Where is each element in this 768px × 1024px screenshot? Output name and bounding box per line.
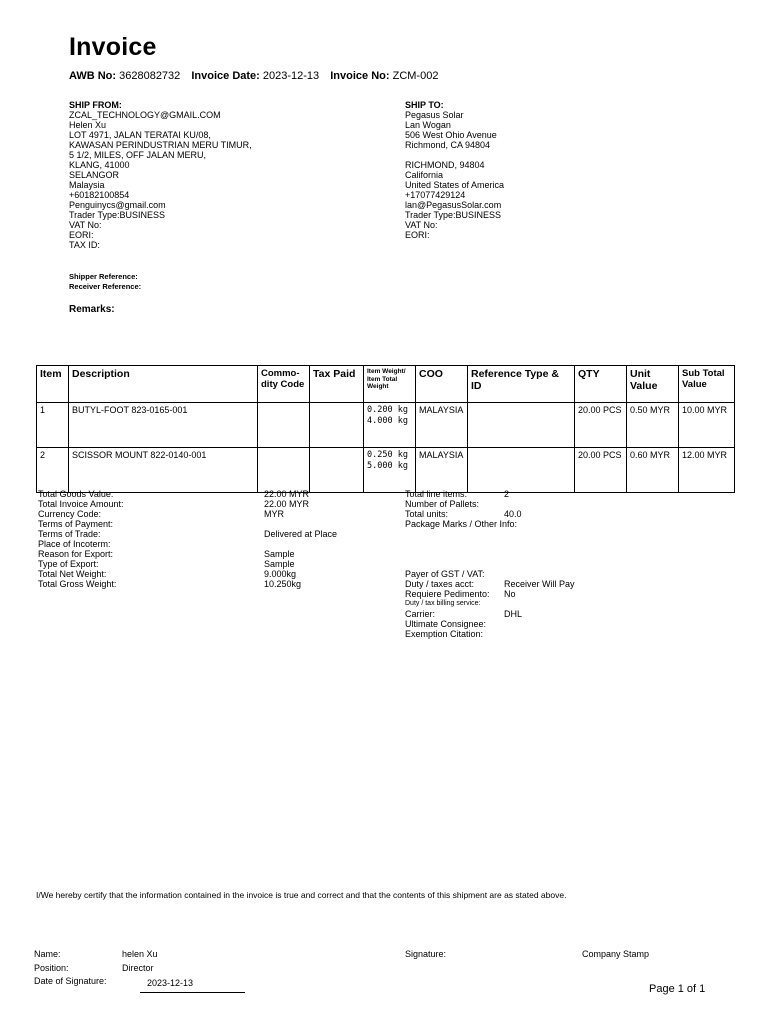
col-header-tax: Tax Paid	[310, 366, 364, 403]
ship-from-line: 5 1/2, MILES, OFF JALAN MERU,	[69, 150, 207, 160]
position-label: Position:	[34, 963, 69, 973]
summary-value: 10.250kg	[264, 579, 302, 589]
company-stamp-label: Company Stamp	[582, 949, 650, 959]
summary-label: Total Net Weight:	[38, 569, 107, 579]
position-value: Director	[122, 963, 154, 973]
date-underline	[140, 992, 245, 993]
table-row	[37, 448, 735, 493]
summary-value: 2	[504, 489, 510, 499]
page-number: Page 1 of 1	[649, 983, 706, 995]
ship-to-line: +17077429124	[405, 190, 466, 200]
cell-coo: MALAYSIA	[416, 448, 468, 493]
cell-description: BUTYL-FOOT 823-0165-001	[69, 403, 258, 448]
ship-to-line	[405, 150, 504, 160]
col-header-qty: QTY	[575, 366, 627, 403]
cell-tax	[310, 448, 364, 493]
awb-label: AWB No:	[69, 70, 117, 82]
summary-label: Total units:	[405, 509, 449, 519]
summary-label: Currency Code:	[38, 509, 102, 519]
ship-from-label: SHIP FROM:	[69, 100, 122, 110]
ship-from-line: EORI:	[69, 230, 94, 240]
summary-label: Duty / taxes acct:	[405, 579, 475, 589]
cell-weight	[364, 403, 416, 448]
ship-to-line: EORI:	[405, 230, 430, 240]
summary-value	[504, 569, 575, 579]
cell-commodity	[258, 448, 310, 493]
cell-weight	[364, 448, 416, 493]
summary-value	[504, 599, 575, 609]
ship-to-line: Lan Wogan	[405, 120, 451, 130]
cell-subtotal: 10.00 MYR	[679, 403, 735, 448]
summary-value: Receiver Will Pay	[504, 579, 575, 589]
cell-qty: 20.00 PCS	[575, 448, 627, 493]
date-of-signature-label: Date of Signature:	[34, 976, 107, 986]
cell-commodity	[258, 403, 310, 448]
summary-value: Sample	[264, 559, 295, 569]
ship-from-line: LOT 4971, JALAN TERATAI KU/08,	[69, 130, 211, 140]
shipper-reference-label: Shipper Reference:	[69, 272, 138, 281]
summary-label: Reason for Export:	[38, 549, 114, 559]
cell-description: SCISSOR MOUNT 822-0140-001	[69, 448, 258, 493]
col-header-subtotal: Sub Total Value	[679, 366, 735, 403]
summary-label: Place of Incoterm:	[38, 539, 111, 549]
col-header-unit-value: Unit Value	[627, 366, 679, 403]
summary-left-values	[264, 489, 337, 589]
summary-label: Payer of GST / VAT:	[405, 569, 485, 579]
col-header-commodity: Commo- dity Code	[258, 366, 310, 403]
ship-from-line: Malaysia	[69, 180, 105, 190]
cell-qty: 20.00 PCS	[575, 403, 627, 448]
summary-right-bottom-labels	[405, 569, 490, 639]
ship-to-line: United States of America	[405, 180, 505, 190]
summary-value	[504, 629, 575, 639]
summary-right-top-labels	[405, 489, 517, 529]
ship-from-line: SELANGOR	[69, 170, 120, 180]
ship-from-line: Penguinycs@gmail.com	[69, 200, 166, 210]
summary-value	[504, 619, 575, 629]
ship-to-line: lan@PegasusSolar.com	[405, 200, 502, 210]
summary-value: Delivered at Place	[264, 529, 338, 539]
ship-from-line: Helen Xu	[69, 120, 107, 130]
ship-from-line: KAWASAN PERINDUSTRIAN MERU TIMUR,	[69, 140, 252, 150]
summary-label: Ultimate Consignee:	[405, 619, 487, 629]
summary-left-labels	[38, 489, 124, 589]
date-of-signature-value: 2023-12-13	[147, 978, 194, 988]
cell-tax	[310, 403, 364, 448]
name-value: helen Xu	[122, 949, 158, 959]
cell-unit-value: 0.60 MYR	[627, 448, 679, 493]
remarks-label: Remarks:	[69, 304, 115, 315]
ship-to-line: Trader Type:BUSINESS	[405, 210, 502, 220]
col-header-weight: Item Weight/ Item Total Weight	[364, 366, 416, 403]
summary-value: DHL	[504, 609, 523, 619]
summary-value: Sample	[264, 549, 295, 559]
summary-value: 40.0	[504, 509, 522, 519]
total-weight: 5.000 kg	[367, 461, 408, 471]
summary-value: 9.000kg	[264, 569, 297, 579]
ship-to-line: RICHMOND, 94804	[405, 160, 485, 170]
summary-value: MYR	[264, 509, 284, 519]
col-header-description: Description	[69, 366, 258, 403]
invoice-header-line	[69, 70, 438, 82]
ship-from-line: TAX ID:	[69, 240, 100, 250]
summary-label: Carrier:	[405, 609, 436, 619]
cell-unit-value: 0.50 MYR	[627, 403, 679, 448]
cell-item: 2	[37, 448, 69, 493]
ship-from-line: ZCAL_TECHNOLOGY@GMAIL.COM	[69, 110, 221, 120]
ship-from-line: Trader Type:BUSINESS	[69, 210, 166, 220]
summary-value	[504, 499, 522, 509]
receiver-reference-label: Receiver Reference:	[69, 282, 142, 291]
summary-label: Requiere Pedimento:	[405, 589, 490, 599]
ship-from-line: KLANG, 41000	[69, 160, 130, 170]
cell-subtotal: 12.00 MYR	[679, 448, 735, 493]
summary-label: Total line items:	[405, 489, 468, 499]
ship-to-line: Pegasus Solar	[405, 110, 464, 120]
col-header-reference: Reference Type & ID	[468, 366, 575, 403]
invoice-date-label: Invoice Date:	[191, 70, 260, 82]
ship-to-label: SHIP TO:	[405, 100, 444, 110]
certification-statement: I/We hereby certify that the information contained in the invoice is true and correct and that the contents of this shipment are as stated above.	[36, 890, 567, 900]
name-label: Name:	[34, 949, 61, 959]
summary-value: No	[504, 589, 516, 599]
ship-to-line: California	[405, 170, 444, 180]
summary-value	[264, 519, 337, 529]
summary-value	[264, 539, 337, 549]
table-row	[37, 403, 735, 448]
invoice-no-value: ZCM-002	[392, 70, 439, 82]
cell-reference	[468, 403, 575, 448]
ship-from-line: +60182100854	[69, 190, 130, 200]
summary-label: Type of Export:	[38, 559, 99, 569]
awb-value: 3628082732	[119, 70, 181, 82]
signature-label: Signature:	[405, 949, 447, 959]
summary-right-bottom-values	[504, 569, 575, 639]
summary-value: 22.00 MYR	[264, 489, 310, 499]
item-weight: 0.250 kg	[367, 450, 408, 460]
invoice-no-label: Invoice No:	[330, 70, 390, 82]
summary-label: Total Invoice Amount:	[38, 499, 124, 509]
ship-to-line: VAT No:	[405, 220, 438, 230]
summary-label: Total Gross Weight:	[38, 579, 117, 589]
summary-label: Number of Pallets:	[405, 499, 480, 509]
summary-right-top-values	[504, 489, 522, 529]
items-table	[36, 365, 735, 493]
summary-label: Terms of Payment:	[38, 519, 114, 529]
invoice-title: Invoice	[69, 33, 157, 61]
cell-reference	[468, 448, 575, 493]
cell-coo: MALAYSIA	[416, 403, 468, 448]
ship-from-block	[69, 100, 252, 250]
col-header-coo: COO	[416, 366, 468, 403]
ship-to-line: 506 West Ohio Avenue	[405, 130, 497, 140]
summary-label: Total Goods Value:	[38, 489, 114, 499]
summary-label: Terms of Trade:	[38, 529, 101, 539]
invoice-date-value: 2023-12-13	[262, 70, 320, 82]
ship-to-line: Richmond, CA 94804	[405, 140, 491, 150]
ship-to-block	[405, 100, 504, 240]
col-header-item: Item	[37, 366, 69, 403]
table-header-row	[37, 366, 735, 403]
summary-label: Package Marks / Other Info:	[405, 519, 518, 529]
summary-label: Duty / tax billing service:	[405, 600, 481, 607]
ship-from-line: VAT No:	[69, 220, 102, 230]
total-weight: 4.000 kg	[367, 416, 408, 426]
references-block	[69, 272, 141, 292]
summary-value	[504, 519, 522, 529]
summary-label: Exemption Citation:	[405, 629, 484, 639]
cell-item: 1	[37, 403, 69, 448]
item-weight: 0.200 kg	[367, 405, 408, 415]
summary-value: 22.00 MYR	[264, 499, 310, 509]
